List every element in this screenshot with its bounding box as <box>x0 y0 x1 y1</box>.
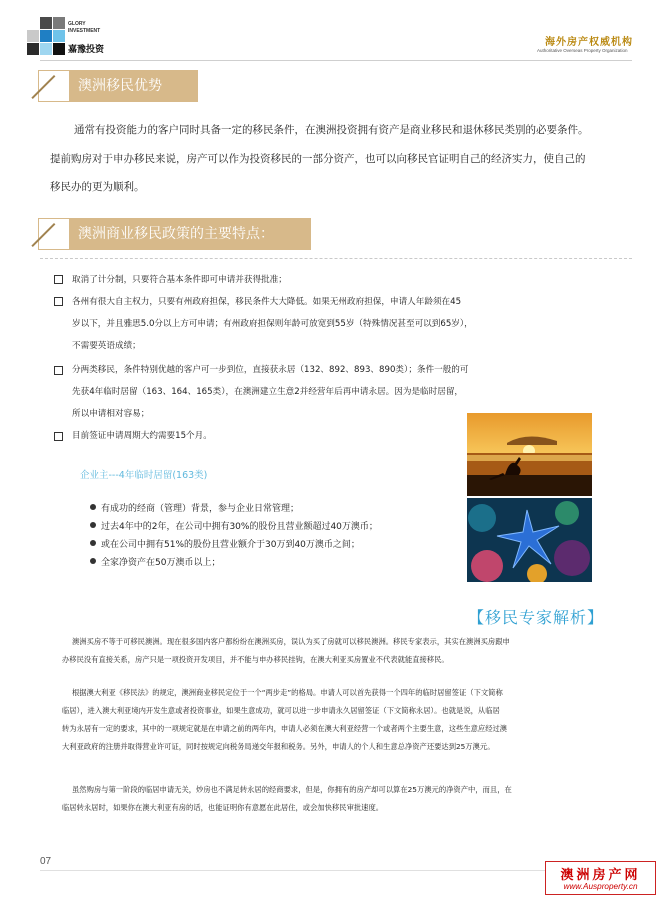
footer-rule <box>40 870 632 871</box>
banner-slash-icon <box>38 70 70 102</box>
body-line: 临居），进入澳大利亚境内开发生意或者投资事业，如果生意成功，就可以进一步申请永久居留签证（下文简称永居）。也就是说，从临居 <box>62 706 500 715</box>
page-number: 07 <box>40 856 52 867</box>
kangaroo-sunset-image <box>467 413 592 496</box>
list-item-line: 分两类移民，条件特别优越的客户可一步到位，直接获永居（132、892、893、890类）；条件一般的可 <box>72 365 469 375</box>
stamp-url: www.Ausproperty.cn <box>563 882 638 891</box>
logo-square <box>40 17 52 29</box>
stamp-cn: 澳洲房产网 <box>560 868 641 883</box>
bullet-dot-icon <box>90 522 96 528</box>
logo-square <box>40 30 52 42</box>
body-line: 澳洲买房不等于可移民澳洲。现在很多国内客户都纷纷在澳洲买房，误认为买了房就可以移民澳洲。移民专家表示，其实在澳洲买房跟申 <box>72 637 510 646</box>
logo-square <box>53 17 65 29</box>
list-item-line: 取消了计分制，只要符合基本条件即可申请并获得批准； <box>72 275 287 285</box>
list-item-line: 各州有很大自主权力，只要有州政府担保，移民条件大大降低。如果无州政府担保，申请人年龄须在45 <box>72 297 462 307</box>
bullet-text: 或在公司中拥有51%的股份且营业额介于30万到40万澳币之间； <box>101 540 360 550</box>
bullet-dot-icon <box>90 504 96 510</box>
section2-title: 澳洲商业移民政策的主要特点： <box>78 226 274 242</box>
list-item-line: 目前签证申请周期大约需要15个月。 <box>72 431 212 441</box>
section1-line: 通常有投资能力的客户同时具备一定的移民条件，在澳洲投资拥有资产是商业移民和退休移民类别的必要条件。 <box>74 124 589 136</box>
bullet-item <box>90 555 220 568</box>
logo-square <box>53 30 65 42</box>
section1-banner <box>38 70 198 102</box>
list-item-line: 先获4年临时居留（163、164、165类），在澳洲建立生意2并经营年后再申请永居。因为是临时居留， <box>72 387 464 397</box>
checkbox-icon <box>54 432 63 441</box>
bullet-text: 全家净资产在50万澳币以上； <box>101 558 221 568</box>
bullet-text: 过去4年中的2年，在公司中拥有30%的股份且营业额超过40万澳币； <box>101 522 378 532</box>
bullet-dot-icon <box>90 540 96 546</box>
visa-subtitle: 企业主---4年临时居留(163类) <box>80 470 208 481</box>
section1-line: 提前购房对于申办移民来说，房产可以作为投资移民的一部分资产，也可以向移民官证明自己的经济实力，使自己的 <box>50 153 586 165</box>
logo-en-line1: GLORY <box>68 21 86 27</box>
bullet-item <box>90 537 360 550</box>
body-line: 大利亚政府的注册并取得营业许可证，同时按规定向税务局递交年报和税务。另外，申请人的个人和生意总净资产还要达到25万澳元。 <box>62 742 495 751</box>
logo-square <box>53 43 65 55</box>
list-item-line: 岁以下，并且雅思5.0分以上方可申请；有州政府担保则年龄可放宽到55岁（特殊情况甚至可以到65岁）， <box>72 319 473 329</box>
logo-square <box>27 43 39 55</box>
logo-square <box>40 43 52 55</box>
header-rule <box>40 60 632 61</box>
brand-cn: 海外房产权威机构 <box>545 37 633 48</box>
bullet-dot-icon <box>90 558 96 564</box>
logo-cn: 嘉豫投资 <box>68 45 105 55</box>
bullet-item <box>90 501 299 514</box>
section2-banner <box>38 218 311 250</box>
expert-title: 【移民专家解析】 <box>468 608 605 627</box>
section1-line: 移民办的更为顺利。 <box>50 181 145 193</box>
body-line: 办移民没有直接关系，房产只是一项投资开发项目，并不能与申办移民挂钩，在澳大利亚买房置业不代表就能直接移民。 <box>62 655 449 664</box>
checkbox-icon <box>54 297 63 306</box>
list-item-line: 不需要英语成绩； <box>72 341 141 351</box>
coral-reef-starfish-image <box>467 498 592 582</box>
bullet-text: 有成功的经商（管理）背景，参与企业日常管理； <box>101 504 300 514</box>
watermark-stamp <box>545 861 656 895</box>
body-line: 转为永居有一定的要求，其中的一项规定就是在申请之前的两年内，申请人必须在澳大利亚经营一个或者两个主要生意，这些生意应经过澳 <box>62 724 508 733</box>
checkbox-icon <box>54 366 63 375</box>
brand-en: Authoritative Overseas Property Organization <box>537 48 628 53</box>
dashed-divider <box>40 258 632 259</box>
body-line: 临居转永居时，如果你在澳大利亚有房的话，也能证明你有意愿在此居住，或会加快移民审批速度。 <box>62 803 384 812</box>
section1-title: 澳洲移民优势 <box>78 78 162 94</box>
logo-square <box>27 30 39 42</box>
checkbox-icon <box>54 275 63 284</box>
logo-en-line2: INVESTMENT <box>68 28 101 34</box>
list-item-line: 所以申请相对容易； <box>72 409 150 419</box>
body-line: 虽然购房与第一阶段的临居申请无关，炒房也不满足转永居的经商要求，但是，你拥有的房产却可以算在25万澳元的净资产中，而且，在 <box>72 785 512 794</box>
bullet-item <box>90 519 378 532</box>
body-line: 根据澳大利亚《移民法》的规定，澳洲商业移民定位于一个“两步走”的格局。申请人可以首先获得一个四年的临时居留签证（下文简称 <box>72 688 503 697</box>
banner-slash-icon <box>38 218 70 250</box>
